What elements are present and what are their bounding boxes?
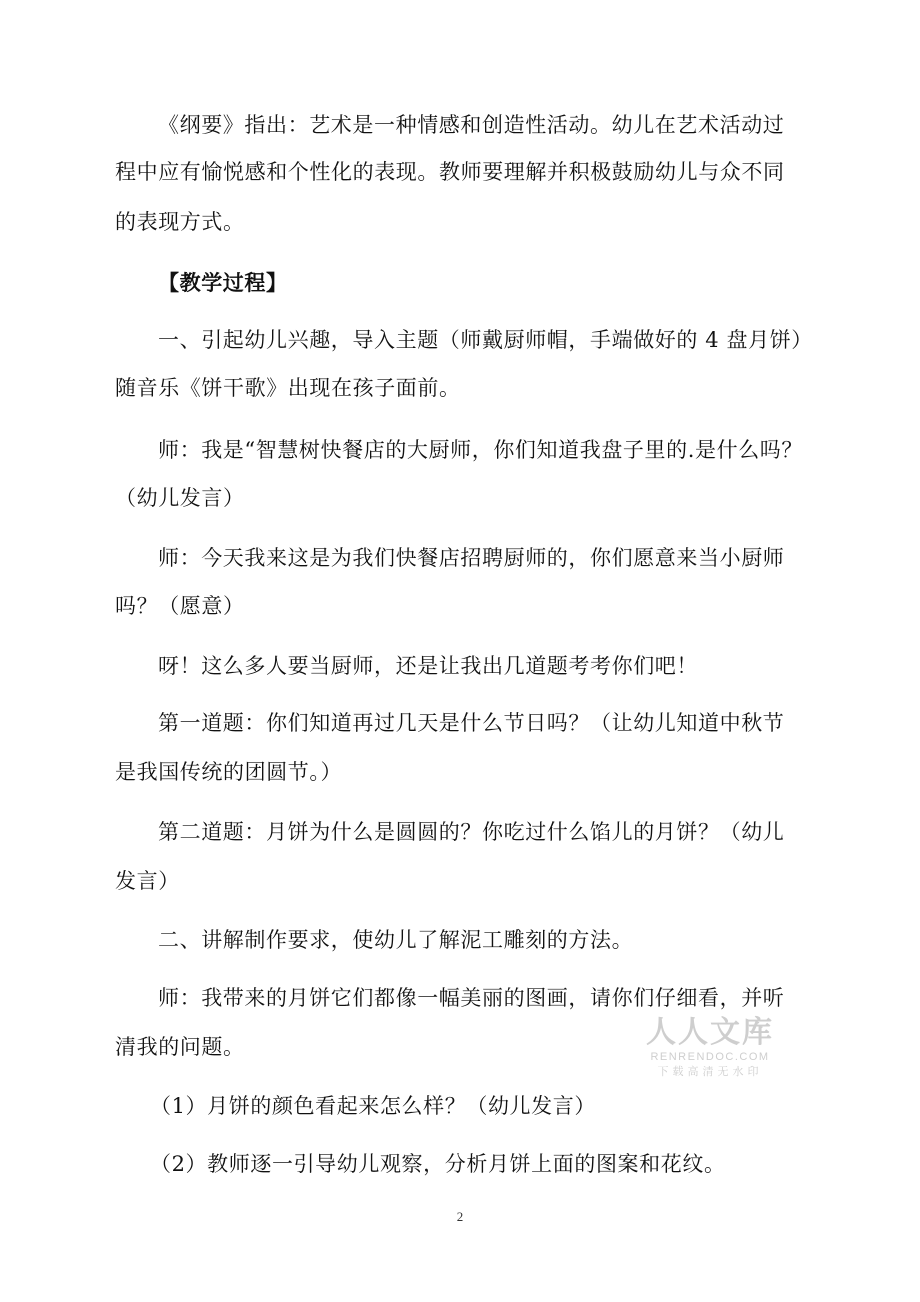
paragraph-line: 二、讲解制作要求，使幼儿了解泥工雕刻的方法。 [158, 928, 634, 952]
paragraph-line: 师：我是“智慧树快餐店的大厨师，你们知道我盘子里的.是什么吗？ [158, 438, 804, 462]
watermark-subtitle: 下载高清无水印 [657, 1065, 763, 1078]
watermark [640, 1016, 780, 1080]
paragraph-line: 师：我带来的月饼它们都像一幅美丽的图画，请你们仔细看，并听 [158, 986, 785, 1010]
paragraph-line: 第二道题：月饼为什么是圆圆的？你吃过什么馅儿的月饼？（幼儿 [158, 820, 785, 844]
watermark-title: 人人文库 [646, 1015, 774, 1050]
paragraph-line: 是我国传统的团圆节。） [115, 760, 343, 784]
page-number: 2 [456, 1209, 464, 1224]
paragraph-line: 清我的问题。 [115, 1035, 245, 1059]
section-heading: 【教学过程】 [158, 271, 288, 295]
paragraph-line: 《纲要》指出：艺术是一种情感和创造性活动。幼儿在艺术活动过 [158, 113, 785, 137]
paragraph-line: 呀！这么多人要当厨师，还是让我出几道题考考你们吧！ [158, 654, 698, 678]
paragraph-line: 师：今天我来这是为我们快餐店招聘厨师的，你们愿意来当小厨师 [158, 546, 785, 570]
watermark-domain: RENRENDOC.COM [650, 1051, 770, 1063]
paragraph-line: 第一道题：你们知道再过几天是什么节日吗？（让幼儿知道中秋节 [158, 711, 785, 735]
list-item: （1）月饼的颜色看起来怎么样？（幼儿发言） [150, 1094, 596, 1118]
list-item: （2）教师逐一引导幼儿观察，分析月饼上面的图案和花纹。 [150, 1152, 726, 1176]
paragraph-line: 吗？（愿意） [115, 594, 245, 618]
paragraph-line: 随音乐《饼干歌》出现在孩子面前。 [115, 376, 461, 400]
paragraph-line: （幼儿发言） [115, 486, 245, 510]
paragraph-line: 的表现方式。 [115, 210, 245, 234]
paragraph-line: 一、引起幼儿兴趣，导入主题（师戴厨师帽，手端做好的 4 盘月饼） [158, 328, 813, 352]
paragraph-line: 发言） [115, 869, 180, 893]
paragraph-line: 程中应有愉悦感和个性化的表现。教师要理解并积极鼓励幼儿与众不同 [115, 160, 785, 184]
